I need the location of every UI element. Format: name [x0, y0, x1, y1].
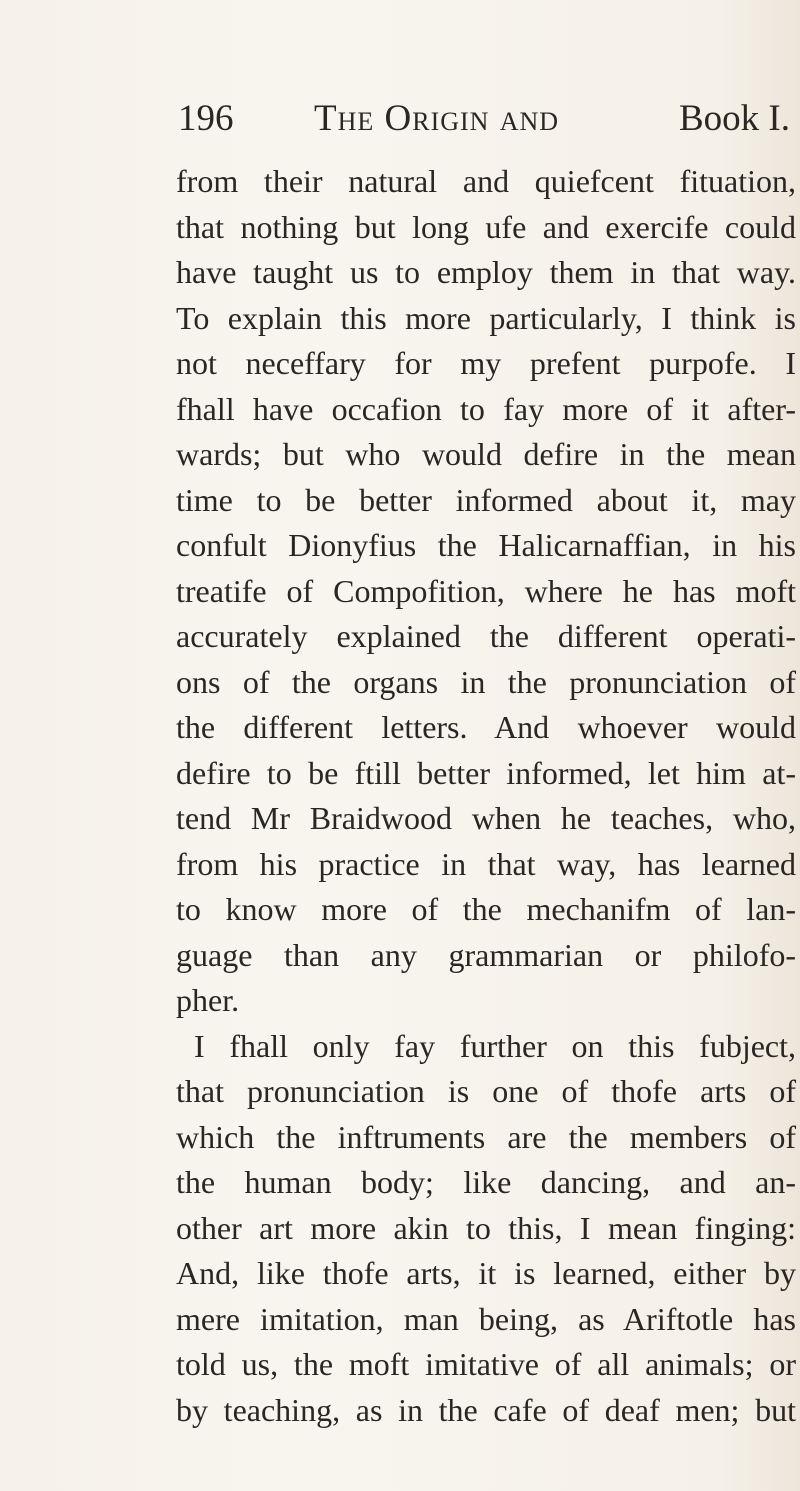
- text-line: I fhall only fay further on this fubject,: [194, 1027, 796, 1064]
- text-line: tend Mr Braidwood when he teaches, who,: [176, 800, 796, 836]
- text-line: time to be better informed about it, may: [176, 481, 796, 518]
- text-line: To explain this more particularly, I think is: [176, 299, 796, 336]
- text-line: from their natural and quiefcent fituation,: [176, 163, 796, 199]
- text-line: to know more of the mechanifm of lan-: [176, 891, 796, 927]
- text-line: accurately explained the different operati-: [176, 618, 796, 654]
- text-line: that nothing but long ufe and exercife could: [176, 208, 796, 245]
- body-text: [176, 159, 796, 1433]
- text-line: confult Dionyfius the Halicarnaffian, in his: [176, 527, 796, 563]
- text-line: told us, the moft imitative of all animals; or: [176, 1346, 796, 1382]
- running-title: The Origin and: [314, 98, 560, 139]
- text-line: have taught us to employ them in that way.: [176, 254, 796, 290]
- text-line: mere imitation, man being, as Ariftotle has: [176, 1300, 796, 1337]
- text-line: other art more akin to this, I mean finging:: [176, 1209, 796, 1246]
- text-line: the different letters. And whoever would: [176, 709, 796, 745]
- text-line: not neceffary for my prefent purpofe. I: [176, 345, 796, 381]
- text-line: pher.: [176, 982, 240, 1018]
- text-line: that pronunciation is one of thofe arts of: [176, 1073, 796, 1109]
- book-label: Book I.: [679, 98, 790, 139]
- text-line: treatife of Compofition, where he has moft: [176, 572, 796, 609]
- text-line: wards; but who would defire in the mean: [176, 436, 796, 472]
- text-line: the human body; like dancing, and an-: [176, 1164, 796, 1200]
- page-number: 196: [178, 98, 234, 139]
- page-header: [178, 95, 790, 143]
- text-line: guage than any grammarian or philofo-: [176, 936, 796, 973]
- text-line: defire to be ftill better informed, let him at-: [176, 754, 796, 791]
- text-line: ons of the organs in the pronunciation of: [176, 663, 796, 700]
- text-line: And, like thofe arts, it is learned, either by: [176, 1255, 796, 1291]
- text-line: which the inftruments are the members of: [176, 1118, 796, 1155]
- text-line: fhall have occafion to fay more of it after-: [176, 390, 796, 427]
- text-line: from his practice in that way, has learned: [176, 845, 796, 882]
- text-line: by teaching, as in the cafe of deaf men; but: [176, 1391, 796, 1428]
